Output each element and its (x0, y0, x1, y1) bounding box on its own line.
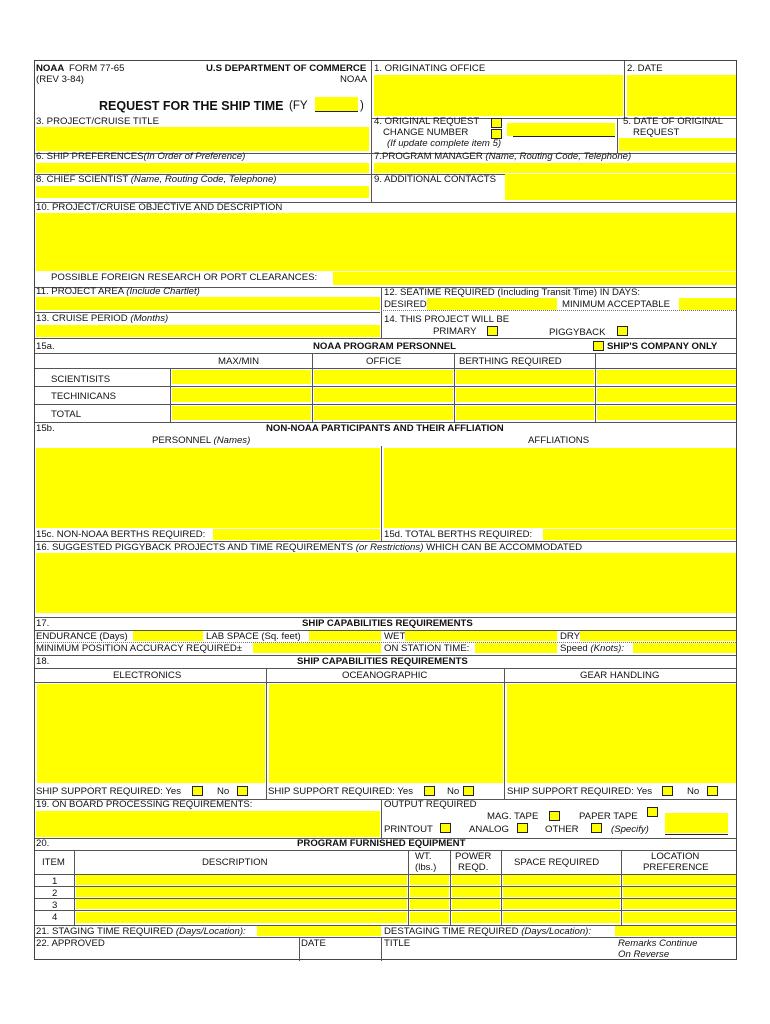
divider (35, 682, 736, 683)
total-berths-field[interactable] (543, 529, 736, 540)
divider (35, 404, 736, 405)
equipment-description-field[interactable] (76, 887, 407, 897)
clearances-field[interactable] (333, 272, 736, 285)
endurance-field[interactable] (133, 631, 203, 641)
divider (381, 799, 382, 838)
ship-preferences-label: 6. SHIP PREFERENCES(In Order of Preference) (36, 151, 246, 162)
technicians-office-field[interactable] (314, 388, 453, 402)
chief-scientist-field[interactable] (36, 186, 369, 198)
program-manager-field[interactable] (374, 163, 736, 173)
equipment-weight-field[interactable] (410, 875, 449, 885)
equipment-item-number: 4 (52, 912, 58, 923)
col-power-reqd: REQD. (458, 862, 489, 873)
equipment-location-field[interactable] (623, 912, 736, 923)
department-name: U.S DEPARTMENT OF COMMERCE (206, 63, 367, 74)
destaging-time-field[interactable] (615, 926, 736, 936)
scientists-maxmin-field[interactable] (172, 370, 311, 384)
technicians-ships-field[interactable] (597, 388, 736, 402)
dry-field[interactable] (580, 631, 736, 641)
col-office: OFFICE (366, 356, 402, 367)
col-affliations: AFFLIATIONS (528, 435, 590, 446)
equipment-title: PROGRAM FURNISHED EQUIPMENT (297, 838, 466, 849)
minimum-acceptable-label: MINIMUM ACCEPTABLE (562, 299, 671, 310)
divider (595, 353, 596, 422)
electronics-field[interactable] (37, 684, 265, 783)
non-noaa-berths-field[interactable] (213, 529, 380, 540)
divider (381, 937, 382, 961)
other-checkbox[interactable] (591, 823, 602, 833)
project-title-label: 3. PROJECT/CRUISE TITLE (36, 116, 159, 127)
scientists-berthing-field[interactable] (456, 370, 594, 384)
ships-company-checkbox[interactable] (593, 341, 604, 351)
change-number-label: CHANGE NUMBER (383, 127, 469, 138)
gear-handling-field[interactable] (507, 684, 736, 783)
personnel-row-label: SCIENTISITS (51, 374, 111, 385)
date-original-label: 5. DATE OF ORIGINAL (623, 116, 724, 127)
divider (312, 353, 313, 422)
total-ships-field[interactable] (597, 406, 736, 420)
col-description: DESCRIPTION (202, 857, 268, 868)
oceanographic-field[interactable] (269, 684, 503, 783)
position-accuracy-field[interactable] (253, 643, 381, 653)
equipment-weight-field[interactable] (410, 912, 449, 923)
divider (408, 850, 409, 925)
technicians-maxmin-field[interactable] (172, 388, 311, 402)
divider (35, 338, 736, 339)
paper-tape-label: PAPER TAPE (579, 811, 638, 822)
onboard-processing-field[interactable] (36, 811, 380, 837)
desired-label: DESIRED (384, 299, 427, 310)
col-weight: WT. (415, 851, 432, 862)
ship-time-request-form (34, 60, 737, 960)
approved-title-label: TITLE (384, 938, 411, 949)
minimum-acceptable-field[interactable] (679, 298, 736, 310)
section-15b-number: 15b. (36, 423, 55, 434)
date-original-field[interactable] (619, 138, 736, 151)
destaging-time-label: DESTAGING TIME REQUIRED (Days/Location): (384, 926, 592, 937)
divider (450, 850, 451, 925)
lab-space-label: LAB SPACE (Sq. feet) (206, 631, 301, 642)
divider (35, 668, 736, 669)
other-label: OTHER (545, 824, 579, 835)
divider (35, 386, 736, 387)
col-personnel: PERSONNEL (Names) (152, 435, 251, 446)
electronics-support-label: SHIP SUPPORT REQUIRED: Yes (36, 786, 182, 797)
divider (381, 287, 382, 338)
equipment-location-field[interactable] (623, 875, 736, 885)
equipment-power-field[interactable] (452, 899, 500, 909)
mag-tape-checkbox[interactable] (549, 811, 560, 821)
section-18-number: 18. (36, 656, 50, 667)
divider (170, 368, 171, 422)
scientists-office-field[interactable] (314, 370, 453, 384)
equipment-weight-field[interactable] (410, 899, 449, 909)
change-number-underline (513, 136, 615, 137)
on-station-field[interactable] (475, 643, 557, 653)
seatime-label: 12. SEATIME REQUIRED (Including Transit Time) IN DAYS: (384, 287, 641, 298)
equipment-space-field[interactable] (503, 887, 620, 897)
col-gear-handling: GEAR HANDLING (580, 670, 660, 681)
printout-checkbox[interactable] (440, 823, 451, 833)
divider (624, 61, 625, 118)
gear-support-yes-checkbox[interactable] (662, 786, 673, 796)
fy-field[interactable] (315, 97, 358, 111)
divider (35, 910, 736, 911)
divider (299, 937, 300, 961)
date-field[interactable] (627, 75, 736, 116)
on-station-label: ON STATION TIME: (384, 643, 470, 654)
divider (35, 850, 736, 851)
equipment-weight-field[interactable] (410, 887, 449, 897)
divider (617, 118, 618, 153)
ship-capabilities-title-2: SHIP CAPABILITIES REQUIREMENTS (297, 656, 468, 667)
total-berthing-field[interactable] (456, 406, 594, 420)
additional-contacts-label: 9. ADDITIONAL CONTACTS (374, 174, 497, 185)
project-area-label: 11. PROJECT AREA (Include Chartlet) (36, 286, 200, 297)
equipment-power-field[interactable] (452, 912, 500, 923)
piggyback-projects-field[interactable] (36, 553, 736, 613)
equipment-space-field[interactable] (503, 875, 620, 885)
originating-office-label: 1. ORIGINATING OFFICE (374, 63, 486, 74)
printout-label: PRINTOUT (384, 824, 433, 835)
equipment-description-field[interactable] (76, 912, 407, 923)
desired-field[interactable] (427, 298, 557, 310)
personnel-row-label: TOTAL (51, 409, 82, 420)
col-location-pref: PREFERENCE (643, 862, 709, 873)
divider (266, 668, 267, 799)
section-17-number: 17. (36, 618, 50, 629)
form-id: NOAA (36, 63, 65, 74)
wet-field[interactable] (405, 631, 557, 641)
equipment-power-field[interactable] (452, 887, 500, 897)
chief-scientist-label: 8. CHIEF SCIENTIST (Name, Routing Code, Telephone) (36, 174, 277, 185)
divider (74, 850, 75, 925)
divider (504, 668, 505, 799)
additional-contacts-field[interactable] (505, 174, 736, 200)
oceanographic-support-no-checkbox[interactable] (463, 786, 474, 796)
total-berths-label: 15d. TOTAL BERTHS REQUIRED: (384, 529, 533, 540)
specify-field[interactable] (665, 813, 728, 833)
dry-label: DRY (560, 631, 581, 642)
equipment-power-field[interactable] (452, 875, 500, 885)
col-electronics: ELECTRONICS (113, 670, 182, 681)
approved-date-label: DATE (301, 938, 326, 949)
electronics-support-yes-checkbox[interactable] (192, 786, 203, 796)
speed-label: Speed (Knots): (560, 643, 625, 654)
project-area-field[interactable] (36, 297, 380, 310)
section-20-number: 20. (36, 838, 50, 849)
divider (501, 850, 502, 925)
col-maxmin: MAX/MIN (218, 356, 260, 367)
form-number: FORM 77-65 (69, 63, 125, 74)
fy-underline (315, 111, 358, 112)
divider (381, 446, 382, 541)
oceanographic-support-yes-checkbox[interactable] (424, 786, 435, 796)
date-label: 2. DATE (627, 63, 663, 74)
piggyback-label: PIGGYBACK (549, 327, 606, 338)
divider (35, 368, 736, 369)
total-office-field[interactable] (314, 406, 453, 420)
wet-label: WET (384, 631, 406, 642)
section-15a-number: 15a. (36, 341, 55, 352)
fy-label: (FY (289, 100, 308, 112)
oceanographic-support-no-label: No (447, 786, 460, 797)
primary-checkbox[interactable] (487, 326, 498, 336)
ships-company-label: SHIP'S COMPANY ONLY (607, 341, 718, 352)
equipment-item-number: 1 (52, 876, 58, 887)
divider (381, 310, 736, 311)
ship-preferences-field[interactable] (36, 163, 369, 173)
staging-time-label: 21. STAGING TIME REQUIRED (Days/Location): (36, 926, 246, 937)
speed-field[interactable] (633, 643, 736, 653)
paper-tape-checkbox[interactable] (647, 807, 658, 817)
col-item: ITEM (42, 857, 65, 868)
position-accuracy-label: MINIMUM POSITION ACCURACY REQUIRED± (36, 643, 243, 654)
remarks-note: Remarks Continue (618, 938, 698, 949)
update-note: (If update complete item 5) (387, 138, 502, 149)
divider (35, 353, 736, 354)
objective-field[interactable] (36, 213, 736, 271)
col-oceanographic: OCEANOGRAPHIC (342, 670, 428, 681)
endurance-label: ENDURANCE (Days) (36, 631, 128, 642)
original-request-checkbox[interactable] (491, 118, 502, 128)
program-manager-label: 7.PROGRAM MANAGER (Name, Routing Code, Telephone) (374, 151, 632, 162)
change-number-field[interactable] (507, 123, 615, 136)
col-berthing: BERTHING REQUIRED (459, 356, 562, 367)
personnel-row-label: TECHINICANS (51, 391, 117, 402)
equipment-item-number: 3 (52, 900, 58, 911)
non-noaa-affliations-field[interactable] (384, 448, 736, 528)
gear-support-label: SHIP SUPPORT REQUIRED: Yes (507, 786, 653, 797)
non-noaa-personnel-field[interactable] (36, 448, 380, 528)
equipment-space-field[interactable] (503, 912, 620, 923)
scientists-ships-field[interactable] (597, 370, 736, 384)
onboard-processing-label: 19. ON BOARD PROCESSING REQUIREMENTS: (36, 799, 253, 810)
total-maxmin-field[interactable] (172, 406, 311, 420)
cruise-period-field[interactable] (36, 325, 380, 337)
clearances-label: POSSIBLE FOREIGN RESEARCH OR PORT CLEARANCES: (51, 272, 318, 283)
equipment-space-field[interactable] (503, 899, 620, 909)
equipment-location-field[interactable] (623, 887, 736, 897)
col-weight-unit: (lbs.) (415, 862, 437, 873)
equipment-location-field[interactable] (623, 899, 736, 909)
oceanographic-support-label: SHIP SUPPORT REQUIRED: Yes (268, 786, 414, 797)
objective-label: 10. PROJECT/CRUISE OBJECTIVE AND DESCRIPTION (36, 202, 283, 213)
piggyback-checkbox[interactable] (617, 326, 628, 336)
output-required-label: OUTPUT REQUIRED (384, 799, 477, 810)
fy-close: ) (360, 100, 364, 112)
original-request-label: 4. ORIGINAL REQUEST (374, 116, 480, 127)
divider (371, 61, 372, 118)
equipment-item-number: 2 (52, 888, 58, 899)
lab-space-field[interactable] (309, 631, 381, 641)
divider (371, 174, 372, 202)
equipment-description-field[interactable] (76, 875, 407, 885)
analog-label: ANALOG (469, 824, 509, 835)
mag-tape-label: MAG. TAPE (487, 811, 539, 822)
non-noaa-berths-label: 15c. NON-NOAA BERTHS REQUIRED: (36, 529, 206, 540)
ship-capabilities-title: SHIP CAPABILITIES REQUIREMENTS (302, 618, 473, 629)
non-noaa-title: NON-NOAA PARTICIPANTS AND THEIR AFFLIATION (266, 423, 504, 434)
primary-label: PRIMARY (433, 326, 477, 337)
specify-label: (Specify) (611, 824, 649, 835)
form-title: REQUEST FOR THE SHIP TIME (99, 99, 284, 113)
noaa-personnel-title: NOAA PROGRAM PERSONNEL (313, 341, 457, 352)
cruise-period-label: 13. CRUISE PERIOD (Months) (36, 313, 169, 324)
technicians-berthing-field[interactable] (456, 388, 594, 402)
equipment-description-field[interactable] (76, 899, 407, 909)
col-space: SPACE REQUIRED (514, 857, 600, 868)
originating-office-field[interactable] (374, 75, 623, 116)
approved-label: 22. APPROVED (36, 938, 105, 949)
col-location: LOCATION (651, 851, 700, 862)
divider (621, 850, 622, 925)
col-power: POWER (455, 851, 492, 862)
divider (454, 353, 455, 422)
analog-checkbox[interactable] (517, 823, 528, 833)
project-type-label: 14. THIS PROJECT WILL BE (384, 314, 510, 325)
specify-underline (665, 834, 728, 835)
piggyback-projects-label: 16. SUGGESTED PIGGYBACK PROJECTS AND TIME REQUIREMENTS (or Restrictions) WHICH CAN BE ACCOMMODATED (36, 542, 583, 553)
electronics-support-no-label: No (217, 786, 230, 797)
gear-support-no-label: No (687, 786, 700, 797)
form-revision: (REV 3-84) (36, 74, 84, 85)
agency-name: NOAA (340, 74, 368, 85)
gear-support-no-checkbox[interactable] (707, 786, 718, 796)
project-title-field[interactable] (36, 127, 369, 151)
electronics-support-no-checkbox[interactable] (237, 786, 248, 796)
remarks-note-2: On Reverse (618, 949, 670, 960)
staging-time-field[interactable] (257, 926, 381, 936)
date-original-label-2: REQUEST (633, 127, 680, 138)
